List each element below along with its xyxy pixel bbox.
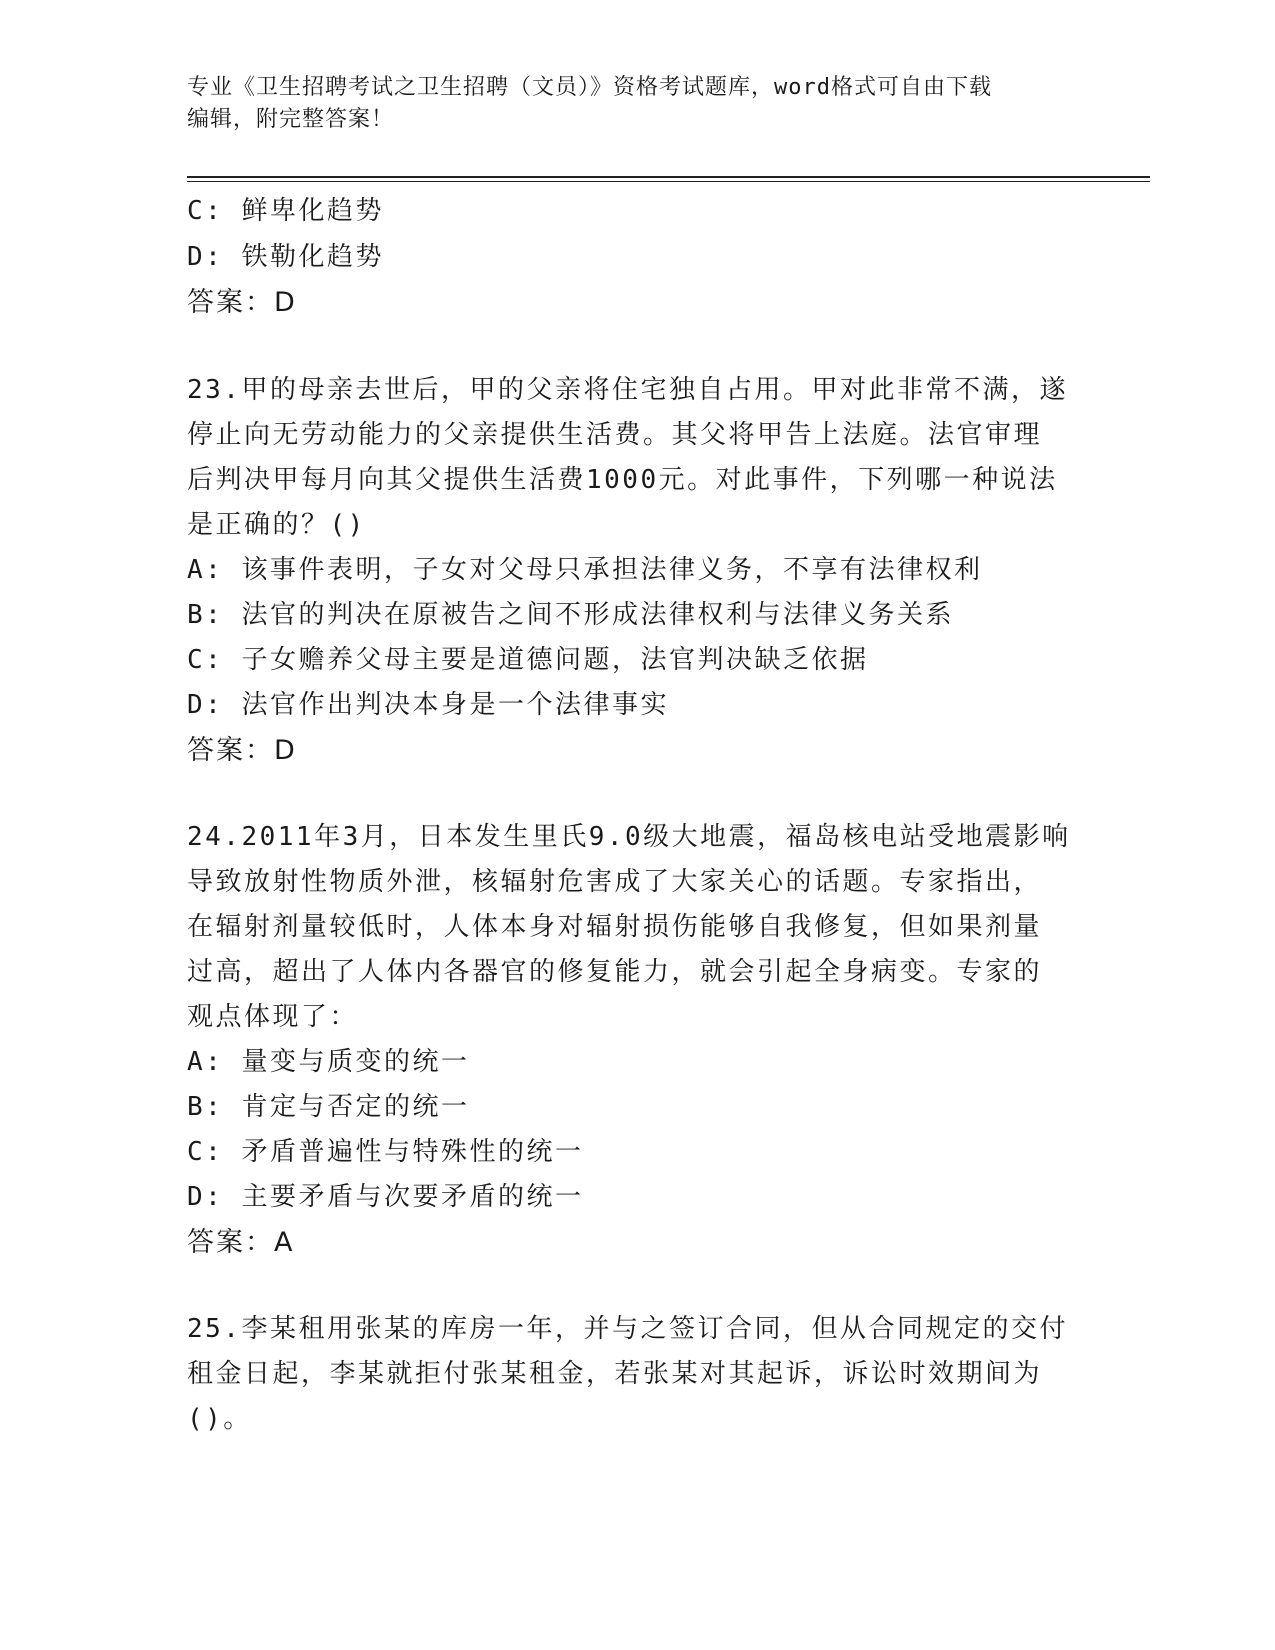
question-stem-line: 在辐射剂量较低时，人体本身对辐射损伤能够自我修复，但如果剂量 [187,912,1043,942]
answer-line: 答案：D [187,735,297,766]
question-content [187,188,1087,1442]
question-stem-line: 租金日起，李某就拒付张某租金，若张某对其起诉，诉讼时效期间为 [187,1359,1043,1389]
previous-question-tail [187,188,1087,326]
question-stem-line: 25.李某租用张某的库房一年，并与之签订合同，但从合同规定的交付 [187,1314,1068,1344]
question-24 [187,815,1087,1265]
question-25 [187,1307,1087,1442]
question-stem-line: 24.2011年3月，日本发生里氏9.0级大地震，福岛核电站受地震影响 [187,822,1071,852]
option-c: C: 矛盾普遍性与特殊性的统一 [187,1137,584,1167]
option-b: B: 法官的判决在原被告之间不形成法律权利与法律义务关系 [187,600,954,630]
option-d: D: 主要矛盾与次要矛盾的统一 [187,1182,584,1212]
answer-line: 答案：A [187,1227,295,1258]
question-stem-line: 导致放射性物质外泄，核辐射危害成了大家关心的话题。专家指出， [187,867,1043,897]
option-b: B: 肯定与否定的统一 [187,1092,470,1122]
question-stem-line: 停止向无劳动能力的父亲提供生活费。其父将甲告上法庭。法官审理 [187,420,1043,450]
option-c: C: 子女赡养父母主要是道德问题，法官判决缺乏依据 [187,645,869,675]
answer-line: 答案：D [187,287,297,318]
question-23 [187,368,1087,773]
option-d: D: 铁勒化趋势 [187,242,384,272]
option-a: A: 量变与质变的统一 [187,1047,470,1077]
document-header [187,72,1077,136]
question-stem-line: 过高，超出了人体内各器官的修复能力，就会引起全身病变。专家的 [187,957,1043,987]
question-stem-line: 是正确的？() [187,510,366,540]
question-stem-line: ()。 [187,1404,252,1434]
question-stem-line: 观点体现了： [187,1002,359,1032]
option-d: D: 法官作出判决本身是一个法律事实 [187,690,669,720]
option-a: A: 该事件表明，子女对父母只承担法律义务，不享有法律权利 [187,555,983,585]
header-divider-thin [187,181,1150,182]
header-divider-thick [187,176,1150,178]
question-stem-line: 23.甲的母亲去世后，甲的父亲将住宅独自占用。甲对此非常不满，遂 [187,375,1068,405]
option-c: C: 鲜卑化趋势 [187,196,384,226]
header-line-1: 专业《卫生招聘考试之卫生招聘（文员）》资格考试题库，word格式可自由下载 [187,75,992,100]
question-stem-line: 后判决甲每月向其父提供生活费1000元。对此事件，下列哪一种说法 [187,465,1058,495]
header-line-2: 编辑，附完整答案！ [187,107,395,132]
